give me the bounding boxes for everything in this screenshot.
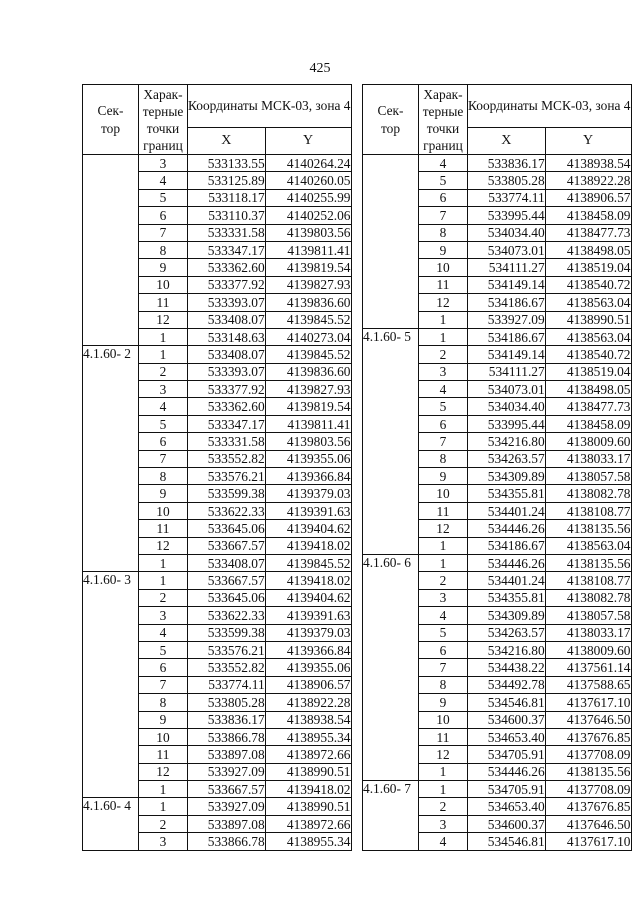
y-cell: 4138990.51 <box>265 798 351 815</box>
y-cell: 4138082.78 <box>545 485 631 502</box>
point-cell: 11 <box>139 520 188 537</box>
point-cell: 5 <box>419 172 468 189</box>
y-cell: 4140260.05 <box>265 172 351 189</box>
x-cell: 533866.78 <box>188 833 266 850</box>
x-cell: 534401.24 <box>468 502 546 519</box>
x-cell: 533897.08 <box>188 746 266 763</box>
y-cell: 4138458.09 <box>545 415 631 432</box>
x-cell: 533125.89 <box>188 172 266 189</box>
sector-cell: 4.1.60- 6 <box>363 554 419 780</box>
point-cell: 7 <box>139 450 188 467</box>
x-cell: 534492.78 <box>468 676 546 693</box>
header-points-text: Харак- терные точки границ <box>422 86 464 153</box>
x-cell: 533552.82 <box>188 450 266 467</box>
point-cell: 1 <box>419 537 468 554</box>
x-cell: 533408.07 <box>188 346 266 363</box>
header-y: Y <box>265 128 351 155</box>
y-cell: 4139404.62 <box>265 589 351 606</box>
y-cell: 4137646.50 <box>545 815 631 832</box>
point-cell: 10 <box>139 276 188 293</box>
x-cell: 534073.01 <box>468 241 546 258</box>
y-cell: 4137708.09 <box>545 781 631 798</box>
y-cell: 4139418.02 <box>265 537 351 554</box>
y-cell: 4139803.56 <box>265 433 351 450</box>
y-cell: 4137676.85 <box>545 728 631 745</box>
y-cell: 4139418.02 <box>265 781 351 798</box>
x-cell: 533645.06 <box>188 589 266 606</box>
point-cell: 3 <box>419 815 468 832</box>
point-cell: 6 <box>139 207 188 224</box>
table-row <box>83 798 352 815</box>
y-cell: 4139355.06 <box>265 659 351 676</box>
y-cell: 4138082.78 <box>545 589 631 606</box>
point-cell: 6 <box>419 641 468 658</box>
y-cell: 4138563.04 <box>545 328 631 345</box>
point-cell: 11 <box>139 746 188 763</box>
x-cell: 534034.40 <box>468 398 546 415</box>
x-cell: 533377.92 <box>188 276 266 293</box>
x-cell: 533599.38 <box>188 624 266 641</box>
y-cell: 4138009.60 <box>545 433 631 450</box>
point-cell: 8 <box>419 676 468 693</box>
x-cell: 534111.27 <box>468 259 546 276</box>
y-cell: 4138519.04 <box>545 259 631 276</box>
x-cell: 533866.78 <box>188 728 266 745</box>
x-cell: 533927.09 <box>188 798 266 815</box>
point-cell: 7 <box>139 224 188 241</box>
y-cell: 4139391.63 <box>265 607 351 624</box>
x-cell: 534216.80 <box>468 433 546 450</box>
y-cell: 4140264.24 <box>265 155 351 172</box>
x-cell: 533995.44 <box>468 207 546 224</box>
table-row <box>363 328 632 345</box>
y-cell: 4137646.50 <box>545 711 631 728</box>
x-cell: 533667.57 <box>188 781 266 798</box>
point-cell: 3 <box>419 363 468 380</box>
x-cell: 533576.21 <box>188 468 266 485</box>
x-cell: 534355.81 <box>468 589 546 606</box>
y-cell: 4140273.04 <box>265 328 351 345</box>
y-cell: 4138108.77 <box>545 572 631 589</box>
y-cell: 4140252.06 <box>265 207 351 224</box>
y-cell: 4139819.54 <box>265 398 351 415</box>
x-cell: 534705.91 <box>468 781 546 798</box>
x-cell: 533897.08 <box>188 815 266 832</box>
point-cell: 1 <box>419 554 468 571</box>
header-sector <box>83 85 139 155</box>
point-cell: 8 <box>419 224 468 241</box>
point-cell: 2 <box>139 589 188 606</box>
point-cell: 6 <box>139 433 188 450</box>
y-cell: 4138540.72 <box>545 346 631 363</box>
x-cell: 533331.58 <box>188 224 266 241</box>
y-cell: 4139836.60 <box>265 294 351 311</box>
x-cell: 533347.17 <box>188 241 266 258</box>
y-cell: 4138972.66 <box>265 815 351 832</box>
y-cell: 4138477.73 <box>545 398 631 415</box>
point-cell: 9 <box>139 485 188 502</box>
point-cell: 7 <box>419 207 468 224</box>
point-cell: 4 <box>419 833 468 850</box>
point-cell: 7 <box>419 433 468 450</box>
y-cell: 4137708.09 <box>545 746 631 763</box>
sector-cell: 4.1.60- 2 <box>83 346 139 572</box>
point-cell: 1 <box>139 346 188 363</box>
table-row <box>363 554 632 571</box>
point-cell: 1 <box>419 311 468 328</box>
x-cell: 533110.37 <box>188 207 266 224</box>
x-cell: 534705.91 <box>468 746 546 763</box>
point-cell: 1 <box>139 781 188 798</box>
y-cell: 4138498.05 <box>545 381 631 398</box>
y-cell: 4138922.28 <box>265 694 351 711</box>
point-cell: 11 <box>139 294 188 311</box>
point-cell: 5 <box>139 189 188 206</box>
header-sector <box>363 85 419 155</box>
table-row <box>83 155 352 172</box>
y-cell: 4139404.62 <box>265 520 351 537</box>
y-cell: 4138906.57 <box>265 676 351 693</box>
x-cell: 534216.80 <box>468 641 546 658</box>
y-cell: 4138135.56 <box>545 763 631 780</box>
y-cell: 4138938.54 <box>265 711 351 728</box>
header-sector-text: Сек- тор <box>377 102 404 136</box>
x-cell: 533927.09 <box>188 763 266 780</box>
y-cell: 4138477.73 <box>545 224 631 241</box>
x-cell: 534600.37 <box>468 815 546 832</box>
x-cell: 533805.28 <box>188 694 266 711</box>
point-cell: 4 <box>419 607 468 624</box>
x-cell: 533377.92 <box>188 381 266 398</box>
point-cell: 8 <box>419 450 468 467</box>
y-cell: 4138057.58 <box>545 607 631 624</box>
header-y: Y <box>545 128 631 155</box>
point-cell: 6 <box>419 189 468 206</box>
x-cell: 534186.67 <box>468 537 546 554</box>
header-points-text: Харак- терные точки границ <box>142 86 184 153</box>
x-cell: 534446.26 <box>468 520 546 537</box>
x-cell: 533995.44 <box>468 415 546 432</box>
point-cell: 11 <box>419 502 468 519</box>
y-cell: 4139827.93 <box>265 381 351 398</box>
x-cell: 534186.67 <box>468 294 546 311</box>
x-cell: 533552.82 <box>188 659 266 676</box>
y-cell: 4138990.51 <box>265 763 351 780</box>
y-cell: 4137617.10 <box>545 694 631 711</box>
y-cell: 4139827.93 <box>265 276 351 293</box>
x-cell: 534401.24 <box>468 572 546 589</box>
y-cell: 4138563.04 <box>545 537 631 554</box>
y-cell: 4139391.63 <box>265 502 351 519</box>
x-cell: 533393.07 <box>188 363 266 380</box>
y-cell: 4137561.14 <box>545 659 631 676</box>
x-cell: 533408.07 <box>188 554 266 571</box>
sector-cell <box>83 155 139 346</box>
x-cell: 533836.17 <box>468 155 546 172</box>
sector-cell: 4.1.60- 3 <box>83 572 139 798</box>
y-cell: 4139379.03 <box>265 624 351 641</box>
x-cell: 534111.27 <box>468 363 546 380</box>
x-cell: 533133.55 <box>188 155 266 172</box>
header-points <box>419 85 468 155</box>
x-cell: 534355.81 <box>468 485 546 502</box>
x-cell: 533622.33 <box>188 607 266 624</box>
point-cell: 6 <box>139 659 188 676</box>
point-cell: 1 <box>419 328 468 345</box>
y-cell: 4139366.84 <box>265 468 351 485</box>
x-cell: 534600.37 <box>468 711 546 728</box>
point-cell: 11 <box>419 728 468 745</box>
x-cell: 534309.89 <box>468 607 546 624</box>
x-cell: 533667.57 <box>188 572 266 589</box>
x-cell: 534149.14 <box>468 276 546 293</box>
x-cell: 533774.11 <box>468 189 546 206</box>
point-cell: 2 <box>419 798 468 815</box>
x-cell: 533667.57 <box>188 537 266 554</box>
y-cell: 4139811.41 <box>265 241 351 258</box>
y-cell: 4138563.04 <box>545 294 631 311</box>
point-cell: 4 <box>419 381 468 398</box>
x-cell: 534446.26 <box>468 763 546 780</box>
y-cell: 4139379.03 <box>265 485 351 502</box>
point-cell: 8 <box>139 468 188 485</box>
point-cell: 2 <box>139 815 188 832</box>
y-cell: 4138955.34 <box>265 833 351 850</box>
point-cell: 3 <box>139 833 188 850</box>
y-cell: 4137617.10 <box>545 833 631 850</box>
point-cell: 12 <box>419 294 468 311</box>
x-cell: 534073.01 <box>468 381 546 398</box>
table-row <box>83 346 352 363</box>
header-x: X <box>188 128 266 155</box>
x-cell: 534653.40 <box>468 798 546 815</box>
page-number: 425 <box>309 61 331 76</box>
x-cell: 534034.40 <box>468 224 546 241</box>
point-cell: 12 <box>139 763 188 780</box>
y-cell: 4138458.09 <box>545 207 631 224</box>
x-cell: 533622.33 <box>188 502 266 519</box>
y-cell: 4138033.17 <box>545 450 631 467</box>
point-cell: 12 <box>139 311 188 328</box>
point-cell: 2 <box>419 346 468 363</box>
point-cell: 8 <box>139 694 188 711</box>
y-cell: 4139845.52 <box>265 554 351 571</box>
y-cell: 4138108.77 <box>545 502 631 519</box>
coordinates-table-right <box>362 84 632 851</box>
point-cell: 10 <box>139 728 188 745</box>
y-cell: 4140255.99 <box>265 189 351 206</box>
y-cell: 4137588.65 <box>545 676 631 693</box>
x-cell: 534546.81 <box>468 833 546 850</box>
coordinates-table-left <box>82 84 352 851</box>
point-cell: 1 <box>419 763 468 780</box>
x-cell: 533576.21 <box>188 641 266 658</box>
x-cell: 534309.89 <box>468 468 546 485</box>
y-cell: 4139845.52 <box>265 346 351 363</box>
point-cell: 10 <box>419 711 468 728</box>
y-cell: 4139355.06 <box>265 450 351 467</box>
point-cell: 11 <box>419 276 468 293</box>
header-points <box>139 85 188 155</box>
point-cell: 9 <box>419 694 468 711</box>
point-cell: 4 <box>139 398 188 415</box>
x-cell: 533836.17 <box>188 711 266 728</box>
point-cell: 4 <box>139 172 188 189</box>
header-sector-text: Сек- тор <box>97 102 124 136</box>
sector-cell <box>363 155 419 329</box>
x-cell: 533347.17 <box>188 415 266 432</box>
point-cell: 9 <box>139 259 188 276</box>
point-cell: 10 <box>419 485 468 502</box>
point-cell: 5 <box>139 641 188 658</box>
y-cell: 4139366.84 <box>265 641 351 658</box>
y-cell: 4138938.54 <box>545 155 631 172</box>
y-cell: 4138955.34 <box>265 728 351 745</box>
y-cell: 4138540.72 <box>545 276 631 293</box>
point-cell: 4 <box>419 155 468 172</box>
table-row <box>363 781 632 798</box>
y-cell: 4138135.56 <box>545 554 631 571</box>
x-cell: 534149.14 <box>468 346 546 363</box>
point-cell: 9 <box>139 711 188 728</box>
x-cell: 533805.28 <box>468 172 546 189</box>
point-cell: 3 <box>139 381 188 398</box>
x-cell: 534263.57 <box>468 450 546 467</box>
point-cell: 7 <box>419 659 468 676</box>
y-cell: 4138033.17 <box>545 624 631 641</box>
point-cell: 3 <box>419 589 468 606</box>
x-cell: 533331.58 <box>188 433 266 450</box>
header-coords: Координаты МСК-03, зона 4 <box>468 85 632 128</box>
x-cell: 533362.60 <box>188 259 266 276</box>
x-cell: 534653.40 <box>468 728 546 745</box>
y-cell: 4139811.41 <box>265 415 351 432</box>
point-cell: 3 <box>139 155 188 172</box>
point-cell: 10 <box>139 502 188 519</box>
point-cell: 7 <box>139 676 188 693</box>
y-cell: 4138972.66 <box>265 746 351 763</box>
y-cell: 4138906.57 <box>545 189 631 206</box>
sector-cell: 4.1.60- 7 <box>363 781 419 851</box>
y-cell: 4137676.85 <box>545 798 631 815</box>
point-cell: 4 <box>139 624 188 641</box>
point-cell: 2 <box>419 572 468 589</box>
point-cell: 5 <box>139 415 188 432</box>
point-cell: 3 <box>139 607 188 624</box>
y-cell: 4138922.28 <box>545 172 631 189</box>
table-row <box>363 155 632 172</box>
y-cell: 4139836.60 <box>265 363 351 380</box>
y-cell: 4138009.60 <box>545 641 631 658</box>
x-cell: 534438.22 <box>468 659 546 676</box>
x-cell: 533362.60 <box>188 398 266 415</box>
x-cell: 534186.67 <box>468 328 546 345</box>
x-cell: 534546.81 <box>468 694 546 711</box>
x-cell: 533118.17 <box>188 189 266 206</box>
header-coords: Координаты МСК-03, зона 4 <box>188 85 352 128</box>
point-cell: 9 <box>419 468 468 485</box>
table-row <box>83 572 352 589</box>
point-cell: 5 <box>419 398 468 415</box>
point-cell: 8 <box>139 241 188 258</box>
x-cell: 534263.57 <box>468 624 546 641</box>
header-x: X <box>468 128 546 155</box>
y-cell: 4138057.58 <box>545 468 631 485</box>
x-cell: 534446.26 <box>468 554 546 571</box>
y-cell: 4139418.02 <box>265 572 351 589</box>
sector-cell: 4.1.60- 4 <box>83 798 139 850</box>
point-cell: 1 <box>139 798 188 815</box>
point-cell: 9 <box>419 241 468 258</box>
point-cell: 12 <box>139 537 188 554</box>
y-cell: 4139803.56 <box>265 224 351 241</box>
y-cell: 4138498.05 <box>545 241 631 258</box>
x-cell: 533774.11 <box>188 676 266 693</box>
point-cell: 5 <box>419 624 468 641</box>
x-cell: 533393.07 <box>188 294 266 311</box>
point-cell: 1 <box>139 554 188 571</box>
point-cell: 1 <box>139 328 188 345</box>
point-cell: 12 <box>419 520 468 537</box>
y-cell: 4138990.51 <box>545 311 631 328</box>
y-cell: 4139819.54 <box>265 259 351 276</box>
y-cell: 4138519.04 <box>545 363 631 380</box>
table-body-right <box>363 155 632 851</box>
point-cell: 12 <box>419 746 468 763</box>
point-cell: 6 <box>419 415 468 432</box>
x-cell: 533148.63 <box>188 328 266 345</box>
sector-cell: 4.1.60- 5 <box>363 328 419 554</box>
table-body-left <box>83 155 352 851</box>
y-cell: 4139845.52 <box>265 311 351 328</box>
point-cell: 10 <box>419 259 468 276</box>
x-cell: 533599.38 <box>188 485 266 502</box>
point-cell: 1 <box>419 781 468 798</box>
point-cell: 2 <box>139 363 188 380</box>
x-cell: 533645.06 <box>188 520 266 537</box>
x-cell: 533927.09 <box>468 311 546 328</box>
x-cell: 533408.07 <box>188 311 266 328</box>
y-cell: 4138135.56 <box>545 520 631 537</box>
point-cell: 1 <box>139 572 188 589</box>
